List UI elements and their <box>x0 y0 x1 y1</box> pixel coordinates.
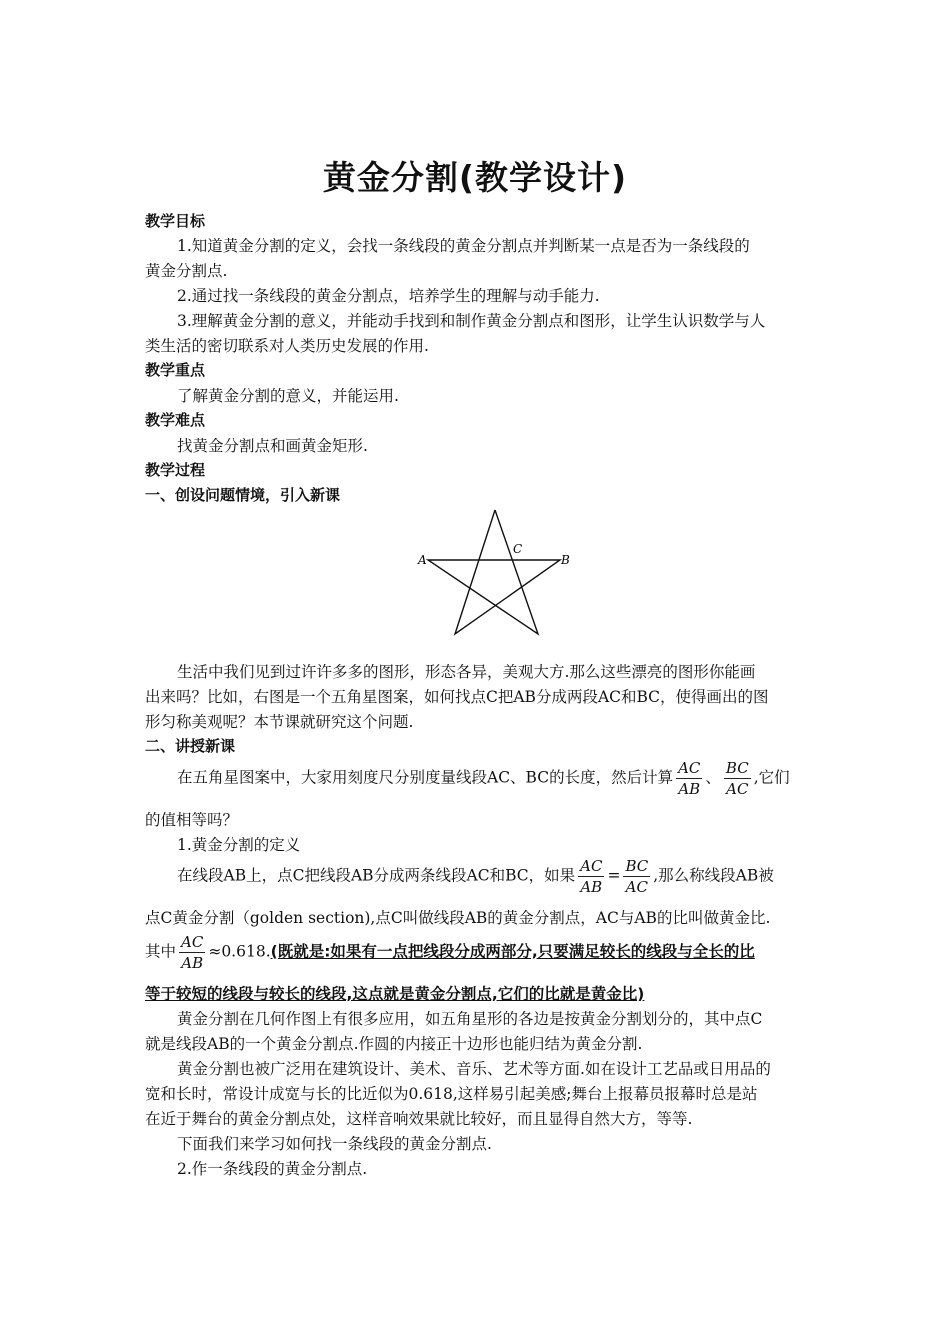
application-line-2: 就是线段AB的一个黄金分割点.作圆的内接正十边形也能归结为黄金分割. <box>145 1035 643 1053</box>
definition-line-3: 其中 $\frac{AC}{AB}$ ≈0.618.(既就是:如果有一点把线段分成两部分,只要满足较长的线段与全长的比 <box>145 933 755 972</box>
heading-part-2: 二、讲授新课 <box>145 737 236 755</box>
fraction-ac-over-ab: $\frac{AC}{AB}$ <box>678 759 701 798</box>
definition-title: 1.黄金分割的定义 <box>177 836 301 854</box>
definition-line-2: 点C黄金分割（golden section),点C叫做线段AB的黄金分割点，AC与AB的比叫做黄金比. <box>145 909 771 927</box>
objective-3-line-1: 3.理解黄金分割的意义，并能动手找到和制作黄金分割点和图形，让学生认识数学与人 <box>177 312 766 330</box>
objective-1-line-2: 黄金分割点. <box>145 262 228 280</box>
part1-paragraph-line-2: 出来吗？比如，右图是一个五角星图案，如何找点C把AB分成两段AC和BC，使得画出的图 <box>145 688 769 706</box>
part2-question-line-1: 在五角星图案中，大家用刻度尺分别度量线段AC、BC的长度，然后计算 $\frac{AC}{AB}$ 、 $\frac{BC}{AC}$ ,它们 <box>177 759 790 798</box>
fraction-bc-over-ac: $\frac{BC}{AC}$ <box>625 857 649 896</box>
part1-paragraph-line-3: 形匀称美观呢？本节课就研究这个问题. <box>145 713 414 731</box>
point-a-label: A <box>418 553 427 567</box>
fraction-bc-over-ac: $\frac{BC}{AC}$ <box>725 759 749 798</box>
heading-difficulties: 教学难点 <box>145 411 206 429</box>
pentagram-lines <box>428 510 560 634</box>
fraction-ac-over-ab: $\frac{AC}{AB}$ <box>580 857 603 896</box>
heading-key-points: 教学重点 <box>145 361 206 379</box>
pentagram-figure <box>410 505 570 645</box>
point-c-label: C <box>513 542 523 556</box>
usage-line-1: 黄金分割也被广泛用在建筑设计、美术、音乐、艺术等方面.如在设计工艺品或日用品的 <box>177 1060 771 1078</box>
usage-line-3: 在近于舞台的黄金分割点处，这样音响效果就比较好，而且显得自然大方，等等. <box>145 1110 693 1128</box>
definition-line-1: 在线段AB上，点C把线段AB分成两条线段AC和BC，如果 $\frac{AC}{AB}$ = $\frac{BC}{AC}$ ,那么称线段AB被 <box>177 857 774 896</box>
objective-3-line-2: 类生活的密切联系对人类历史发展的作用. <box>145 337 429 355</box>
heading-objectives: 教学目标 <box>145 212 206 230</box>
next-text: 下面我们来学习如何找一条线段的黄金分割点. <box>177 1135 492 1153</box>
key-points-text: 了解黄金分割的意义，并能运用. <box>177 387 399 405</box>
heading-process: 教学过程 <box>145 461 206 479</box>
emphasis-text-2: 等于较短的线段与较长的线段,这点就是黄金分割点,它们的比就是黄金比) <box>145 985 645 1003</box>
question-text: 在五角星图案中，大家用刻度尺分别度量线段AC、BC的长度，然后计算 <box>177 768 674 787</box>
emphasis-text-1: (既就是:如果有一点把线段分成两部分,只要满足较长的线段与全长的比 <box>270 942 755 961</box>
point-b-label: B <box>561 553 570 567</box>
page-title: 黄金分割(教学设计) <box>322 158 628 197</box>
difficulties-text: 找黄金分割点和画黄金矩形. <box>177 437 368 455</box>
part1-paragraph-line-1: 生活中我们见到过许许多多的图形，形态各异，美观大方.那么这些漂亮的图形你能画 <box>177 663 756 681</box>
heading-part-1: 一、创设问题情境，引入新课 <box>145 486 341 504</box>
definition-line-4 <box>145 982 644 1004</box>
objective-2: 2.通过找一条线段的黄金分割点，培养学生的理解与动手能力. <box>177 287 600 305</box>
fraction-ac-over-ab: $\frac{AC}{AB}$ <box>181 933 204 972</box>
objective-1-line-1: 1.知道黄金分割的定义，会找一条线段的黄金分割点并判断某一点是否为一条线段的 <box>177 237 750 255</box>
item-2-title: 2.作一条线段的黄金分割点. <box>177 1160 368 1178</box>
usage-line-2: 宽和长时，常设计成宽与长的比近似为0.618,这样易引起美感;舞台上报幕员报幕时总是站 <box>145 1085 758 1103</box>
part2-question-line-2: 的值相等吗？ <box>145 811 239 829</box>
application-line-1: 黄金分割在几何作图上有很多应用，如五角星形的各边是按黄金分割划分的，其中点C <box>177 1010 763 1028</box>
